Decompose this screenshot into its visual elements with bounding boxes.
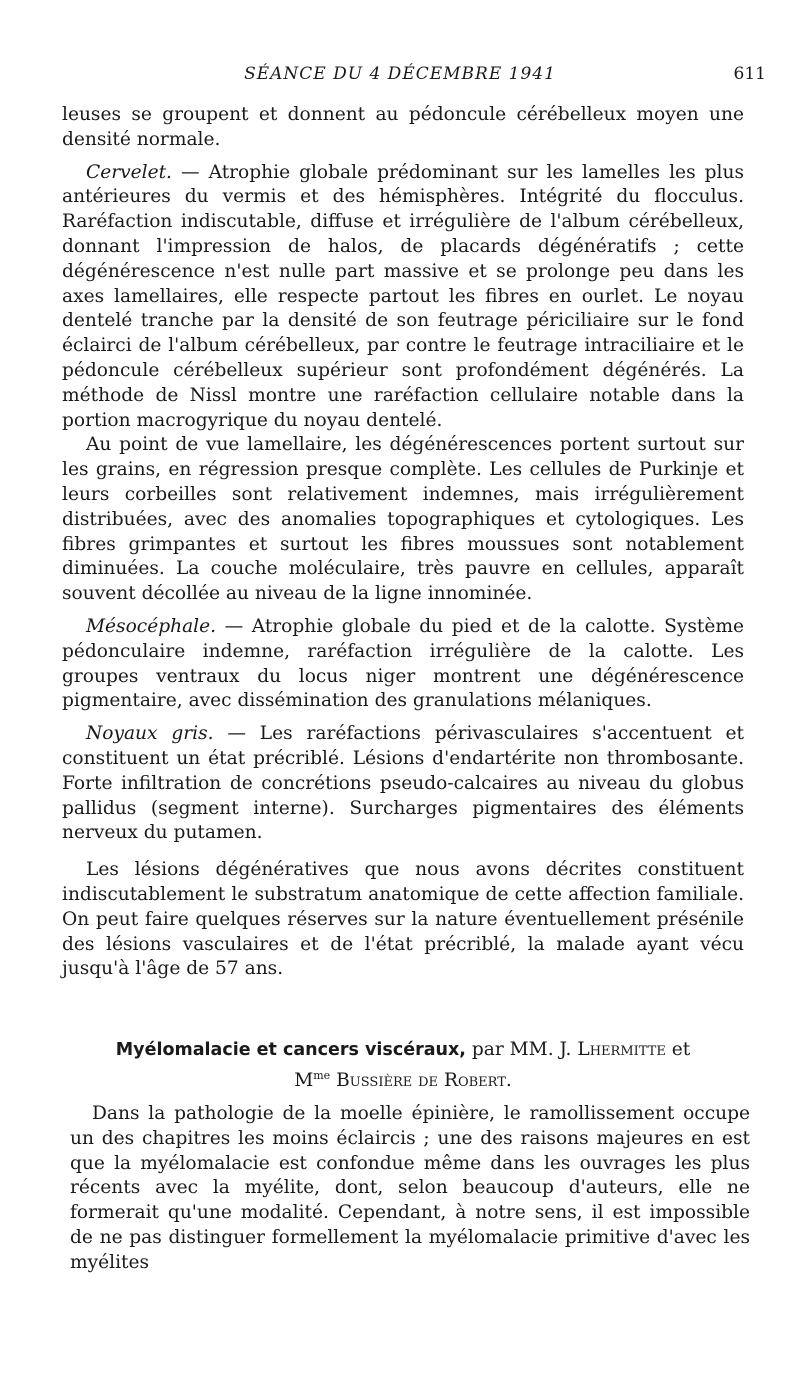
byline-and: et — [665, 1039, 691, 1060]
paragraph-lamellaire: Au point de vue lamellaire, les dégénérescences portent surtout sur les grains, en régression presque complète. Les cellules de Purkinje et leurs corbeilles sont relativement indemnes, mais irrégulièrement distribuées, avec des anomalies topographiques et cytologiques. Les fibres grimpantes et surtout les fibres moussues sont notablement diminuées. La couche moléculaire, très pauvre en cellules, apparaît souvent décollée au niveau de la ligne innominée. — [62, 434, 744, 605]
author-lhermitte: Lhermitte — [577, 1039, 666, 1060]
article-body — [70, 1102, 750, 1276]
paragraph-noyaux-gris-text: — Les raréfactions périvasculaires s'accentuent et constituent un état précriblé. Lésions d'endartérite non thrombosante. Forte infiltration de concrétions pseudo-calcaires au niveau du globus pallidus (segment interne). Surcharges pigmentaires des éléments nerveux du putamen. — [62, 723, 744, 844]
paragraph-cervelet-text: — Atrophie globale prédominant sur les lamelles les plus antérieures du vermis et des hémisphères. Intégrité du flocculus. Raréfaction indiscutable, diffuse et irrégulière de l'album cérébelleux, donnant l'impression de halos, de placards dégénératifs ; cette dégénérescence n'est nulle part massive et se prolonge peu dans les axes lamellaires, elle respecte partout les fibres en ourlet. Le noyau dentelé tranche par la densité de son feutrage périciliaire sur le fond éclairci de l'album cérébelleux, par contre le feutrage intraciliaire et le pédoncule cérébelleux supérieur sont profondément dégénérés. La méthode de Nissl montre une raréfaction cellulaire notable dans la portion macrogyrique du noyau dentelé. — [62, 161, 744, 431]
paragraph-conclusion: Les lésions dégénératives que nous avons décrites constituent indiscutablement le substratum anatomique de cette affection familiale. On peut faire quelques réserves sur la nature éventuellement présénile des lésions vasculaires et de l'état précriblé, la malade ayant vécu jusqu'à l'âge de 57 ans. — [62, 859, 744, 980]
running-head — [0, 64, 800, 88]
author-title-mme: M — [294, 1070, 314, 1092]
paragraph-mesocephale-text: — Atrophie globale du pied et de la calotte. Système pédonculaire indemne, raréfaction irrégulière de la calotte. Les groupes ventraux du locus niger montrent une dégénérescence pigmentaire, avec dissémination des granulations mélaniques. — [62, 615, 744, 712]
author-title-mme-sup: me — [313, 1069, 331, 1082]
paragraph-mesocephale — [62, 615, 744, 714]
byline-prefix: par MM. J. — [465, 1039, 578, 1060]
paragraph-cervelet — [62, 161, 744, 434]
paragraph-noyaux-gris — [62, 722, 744, 846]
body-text — [62, 103, 744, 982]
section-label-mesocephale: Mésocéphale. — [86, 615, 217, 637]
article-paragraph: Dans la pathologie de la moelle épinière, le ramollissement occupe un des chapitres les moins éclaircis ; une des raisons majeures en est que la myélomalacie est confondue même dans les ouvrages les plus récents avec la myélite, dont, selon beaucoup d'auteurs, elle ne formerait qu'une modalité. Cependant, à notre sens, il est impossible de ne pas distinguer formellement la myélomalacie primitive d'avec les myélites — [70, 1103, 750, 1273]
page-number: 611 — [733, 64, 766, 84]
running-title: SÉANCE DU 4 DÉCEMBRE 1941 — [244, 64, 556, 84]
section-label-noyaux-gris: Noyaux gris. — [86, 723, 214, 745]
author-bussiere: Bussière de Robert. — [330, 1070, 512, 1092]
article-title-block — [62, 1037, 744, 1093]
section-label-cervelet: Cervelet. — [86, 161, 172, 183]
paragraph-continuation: leuses se groupent et donnent au pédoncule cérébelleux moyen une densité normale. — [62, 104, 744, 150]
article-title: Myélomalacie et cancers viscéraux, — [115, 1040, 466, 1060]
